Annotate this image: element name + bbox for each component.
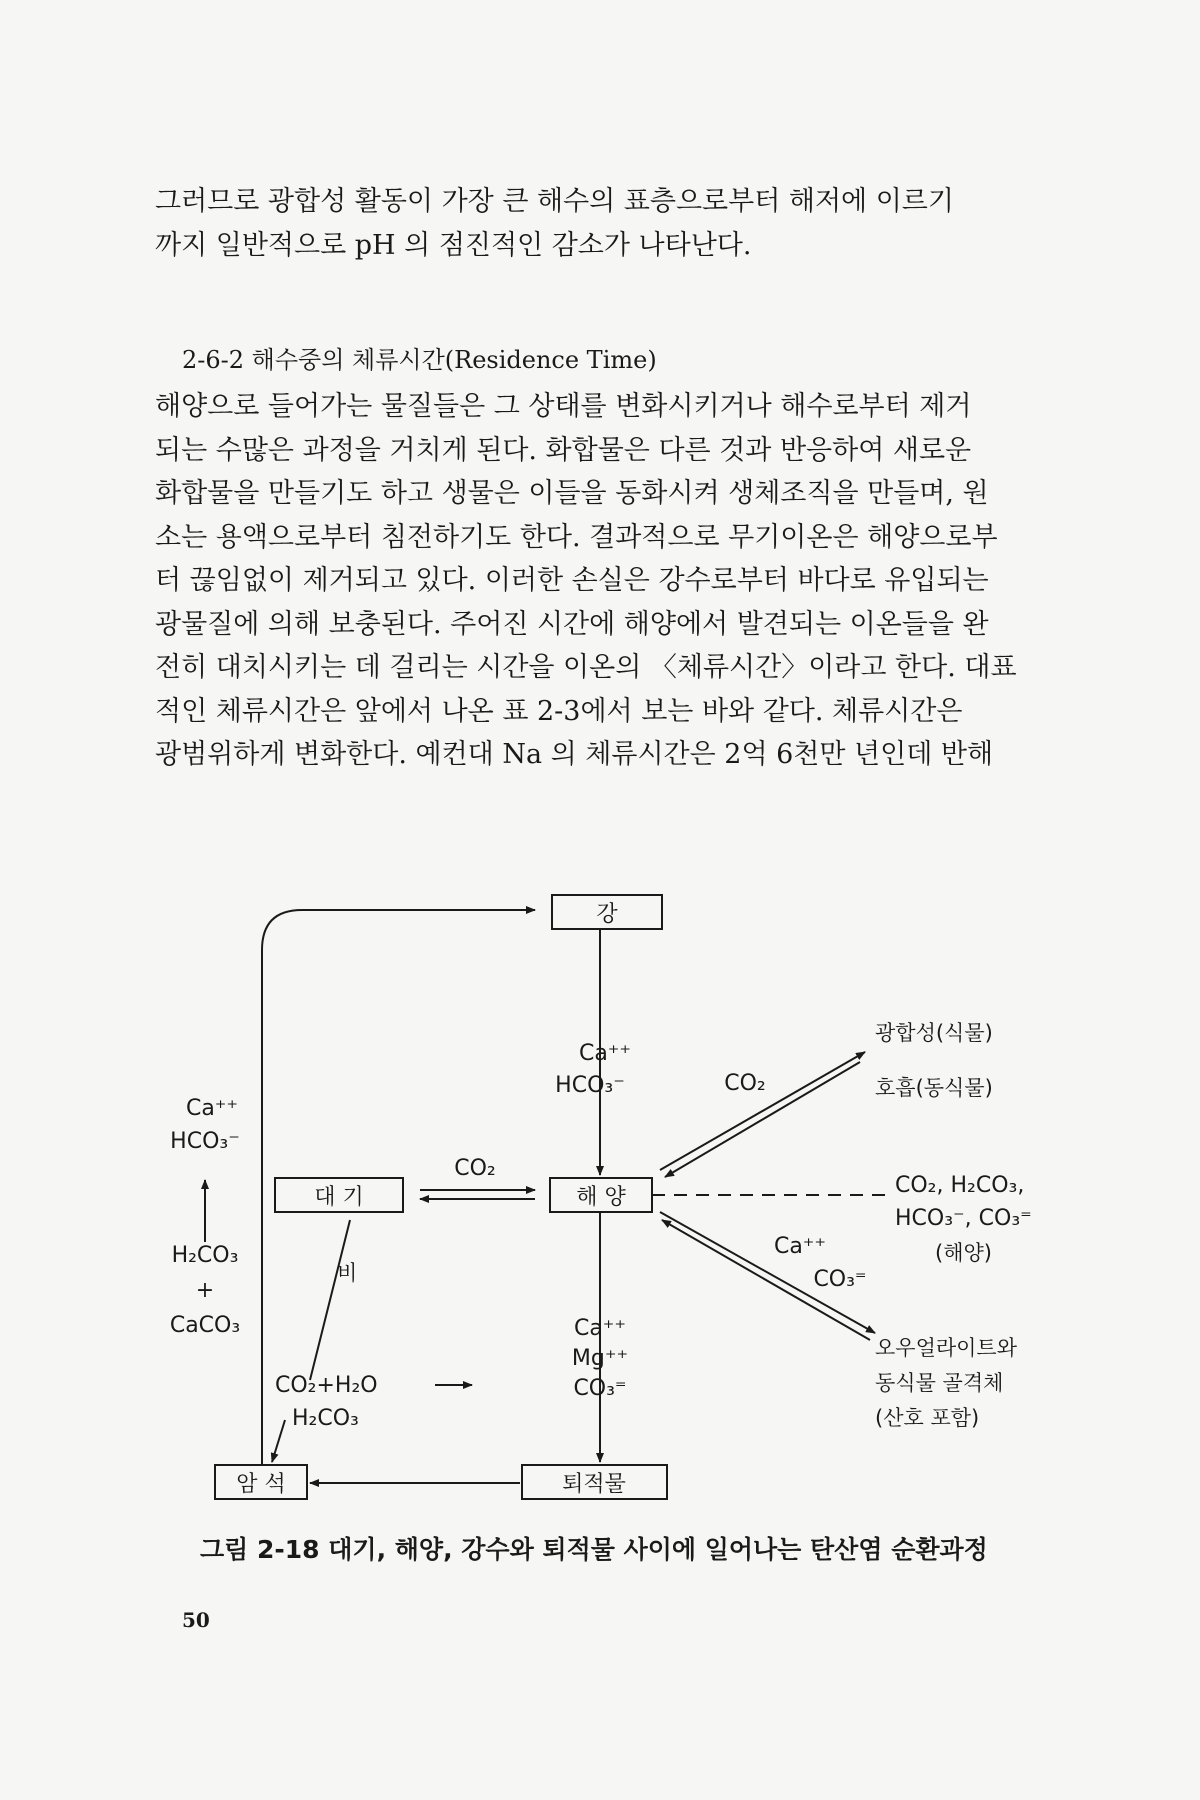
body-line-4: 소는 용액으로부터 침전하기도 한다. 결과적으로 무기이온은 해양으로부 [155,521,998,553]
body-line-9: 광범위하게 변화한다. 예컨대 Na 의 체류시간은 2억 6천만 년인데 반해 [155,739,994,770]
ocean-species-line-3: (해양) [935,1241,992,1265]
photosynthesis-co2-label: CO₂ [724,1071,766,1096]
body-line-2: 되는 수많은 과정을 거치게 된다. 화합물은 다른 것과 반응하여 새로운 [155,434,972,466]
figure-caption: 그림 2-18 대기, 해양, 강수와 퇴적물 사이에 일어나는 탄산염 순환과정 [200,1535,988,1564]
skeleton-ca-label: Ca⁺⁺ [773,1234,827,1259]
river-label: 강 [596,902,618,927]
atmosphere-label: 대 기 [314,1185,364,1210]
skeleton-co3-label: CO₃⁼ [813,1267,867,1292]
skeleton-line-2: 동식물 골격체 [875,1371,1004,1395]
body-line-3: 화합물을 만들기도 하고 생물은 이들을 동화시켜 생체조직을 만들며, 원 [155,478,989,509]
ocean-label: 해 양 [576,1185,626,1210]
body-line-8: 적인 체류시간은 앞에서 나온 표 2-3에서 보는 바와 같다. 체류시간은 [155,695,963,727]
ocean-to-photosynthesis-arrow [660,1052,865,1170]
photosynthesis-label: 광합성(식물) [875,1021,993,1045]
sediment-co3-label: CO₃⁼ [573,1376,627,1401]
body-line-7: 전히 대치시키는 데 걸리는 시간을 이온의 〈체류시간〉이라고 한다. 대표 [155,652,1017,683]
left-ca-label: Ca⁺⁺ [185,1096,239,1121]
left-caco3-label: CaCO₃ [169,1313,241,1338]
left-h2co3-label: H₂CO₃ [171,1243,239,1268]
body-line-6: 광물질에 의해 보충된다. 주어진 시간에 해양에서 발견되는 이온들을 완 [155,608,989,640]
skeleton-line-1: 오우얼라이트와 [875,1336,1018,1360]
section-heading: 2-6-2 해수중의 체류시간(Residence Time) [182,346,657,374]
intro-line-1: 그러므로 광합성 활동이 가장 큰 해수의 표층으로부터 해저에 이르기 [155,186,954,217]
sediment-mg-label: Mg⁺⁺ [571,1346,629,1371]
sediment-ca-label: Ca⁺⁺ [573,1316,627,1341]
carbonic-acid-to-rock-arrow [272,1420,285,1462]
co2-water-label: CO₂+H₂O [275,1373,378,1398]
river-hco3-label: HCO₃⁻ [555,1073,625,1098]
rain-line [310,1220,350,1380]
body-line-5: 터 끊임없이 제거되고 있다. 이러한 손실은 강수로부터 바다로 유입되는 [155,565,989,596]
body-line-1: 해양으로 들어가는 물질들은 그 상태를 변화시키거나 해수로부터 제거 [155,391,972,422]
ocean-species-line-2: HCO₃⁻, CO₃⁼ [895,1206,1032,1231]
sediment-label: 퇴적물 [562,1472,626,1497]
carbonic-acid-label: H₂CO₃ [292,1406,359,1431]
rock-label: 암 석 [236,1472,286,1497]
intro-line-2: 까지 일반적으로 pH 의 점진적인 감소가 나타난다. [155,229,752,261]
skeleton-line-3: (산호 포함) [875,1406,980,1430]
left-hco3-label: HCO₃⁻ [170,1129,240,1154]
page-number: 50 [182,1608,210,1632]
rain-label: 비 [337,1261,358,1285]
left-plus-label: + [195,1278,215,1303]
respiration-label: 호흡(동식물) [875,1076,993,1100]
ocean-species-line-1: CO₂, H₂CO₃, [895,1173,1025,1198]
atmosphere-ocean-co2-label: CO₂ [454,1156,496,1181]
river-ca-label: Ca⁺⁺ [578,1041,632,1066]
